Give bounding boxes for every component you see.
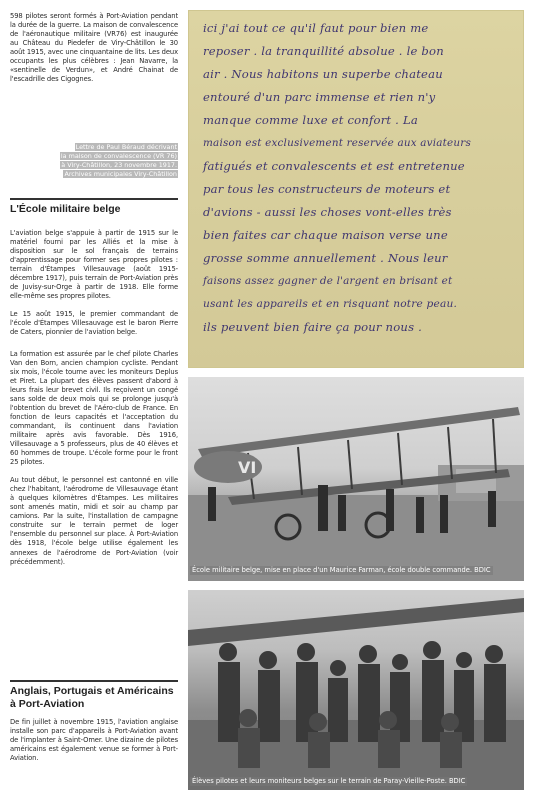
section-title: Anglais, Portugais et Américains à Port-Aviation (10, 685, 174, 710)
letter-line: manque comme luxe et confort . La (203, 113, 418, 127)
letter-caption-line: la maison de convalescence (VR 76) (60, 152, 177, 161)
letter-line: usant les appareils et en risquant notre peau. (203, 298, 458, 310)
group-portrait-photo (188, 590, 524, 790)
letter-line: bien faites car chaque maison verse une (203, 228, 448, 242)
letter-lines (203, 17, 517, 339)
paragraph: L'aviation belge s'appuie à partir de 1915 sur le matériel fourni par les Alliés et la mise à disposition sur le sol français de terrains d'apprentissage pour former ses propres pilotes : terrain d'Étampes Villesauvage (août 1915-décembre 1917), puis terrain de Port-Aviation près de Juvisy-sur-Orge à partir de 1918. Elle forme elle-même ses propres pilotes. (10, 229, 178, 301)
biplane-photo (188, 377, 524, 581)
intro-paragraph: 598 pilotes seront formés à Port-Aviation pendant la durée de la guerre. La maison de convalescence de l'aéronautique militaire (VR76) est inaugurée au Château du Piedefer de Viry-Châtillon le 30 août 1915, avec une cinquantaine de lits. Les deux occupants les plus célèbres : Jean Navarre, la «sentinelle de Verdun», et André Chainat de l'escadrille des Cigognes. (10, 12, 178, 84)
paragraph: Au tout début, le personnel est cantonné en ville chez l'habitant, l'aérodrome de Villesauvage étant à quelques kilomètres d'Étampes. Les militaires sont amenés matin, midi et soir au champ par camions. Par la suite, l'installation de campagne construite sur le terrain permet de loger l'ensemble du personnel sur place. À Port-Aviation dès 1918, l'école belge utilise également les annexes de l'aérodrome de Port-Aviation (voir précédemment). (10, 476, 178, 566)
letter-caption (38, 143, 178, 179)
letter-line: reposer . la tranquillité absolue . le bon (203, 44, 444, 58)
section-title: L'École militaire belge (10, 203, 121, 215)
letter-line: entouré d'un parc immense et rien n'y (203, 90, 436, 104)
biplane-illustration (188, 377, 524, 581)
section-allies (10, 680, 178, 763)
letter-line: ici j'ai tout ce qu'il faut pour bien me (203, 21, 429, 35)
letter-line: d'avions - aussi les choses vont-elles très (203, 205, 452, 219)
plane-marking: VI (238, 458, 257, 477)
letter-line: fatigués et convalescents et est entretenue (203, 159, 465, 173)
paragraph: De fin juillet à novembre 1915, l'aviation anglaise installe son parc d'appareils à Port-Aviation avant de l'implanter à Saint-Omer. Une dizaine de pilotes américains est également venue se former à Port-Aviation. (10, 718, 178, 763)
section-rule (10, 198, 178, 200)
letter-line: faisons assez gagner de l'argent en brisant et (203, 275, 453, 287)
paragraph: Le 15 août 1915, le premier commandant de l'école d'Étampes Villesauvage est le baron Pierre de Caters, pionnier de l'aviation belge. (10, 310, 178, 337)
letter-caption-line: à Viry-Châtillon, 23 novembre 1917. (61, 161, 177, 170)
letter-line: par tous les constructeurs de moteurs et (203, 182, 451, 196)
letter-line: ils peuvent bien faire ça pour nous . (203, 320, 422, 334)
handwritten-letter-image (188, 10, 524, 368)
letter-caption-line: Lettre de Paul Béraud décrivant (75, 143, 177, 151)
paragraph: La formation est assurée par le chef pilote Charles Van den Born, ancien champion cycliste. Pendant six mois, l'école tourne avec les moniteurs Deplus et Piret. La plupart des élèves passent d'abord à leurs frais leur brevet civil. Ils reçoivent un congé sans solde de deux mois qui se prolonge jusqu'à l'obtention du brevet de l'Aéro-club de France. En fonction de leurs capacités et l'acceptation du commandant, ils continuent dans l'aviation militaire après avis favorable. Dès 1916, Villesauvage a 5 professeurs, plus de 40 élèves et 60 hommes de troupe. L'école forme pour le front 25 pilotes. (10, 349, 178, 467)
letter-line: grosse somme annuellement . Nous leur (203, 251, 448, 265)
letter-caption-line: Archives municipales Viry-Châtillon (64, 170, 177, 179)
letter-line: maison est exclusivement reservée aux aviateurs (203, 137, 471, 149)
section-belge (10, 198, 178, 567)
group-illustration (188, 590, 524, 790)
photo-caption: École militaire belge, mise en place d'un Maurice Farman, école double commande. BDIC (192, 566, 491, 574)
photo-caption: Élèves pilotes et leurs moniteurs belges sur le terrain de Paray-Vieille-Poste. BDIC (192, 777, 466, 785)
left-column (10, 12, 178, 84)
section-rule (10, 680, 178, 682)
letter-line: air . Nous habitons un superbe chateau (203, 67, 443, 81)
